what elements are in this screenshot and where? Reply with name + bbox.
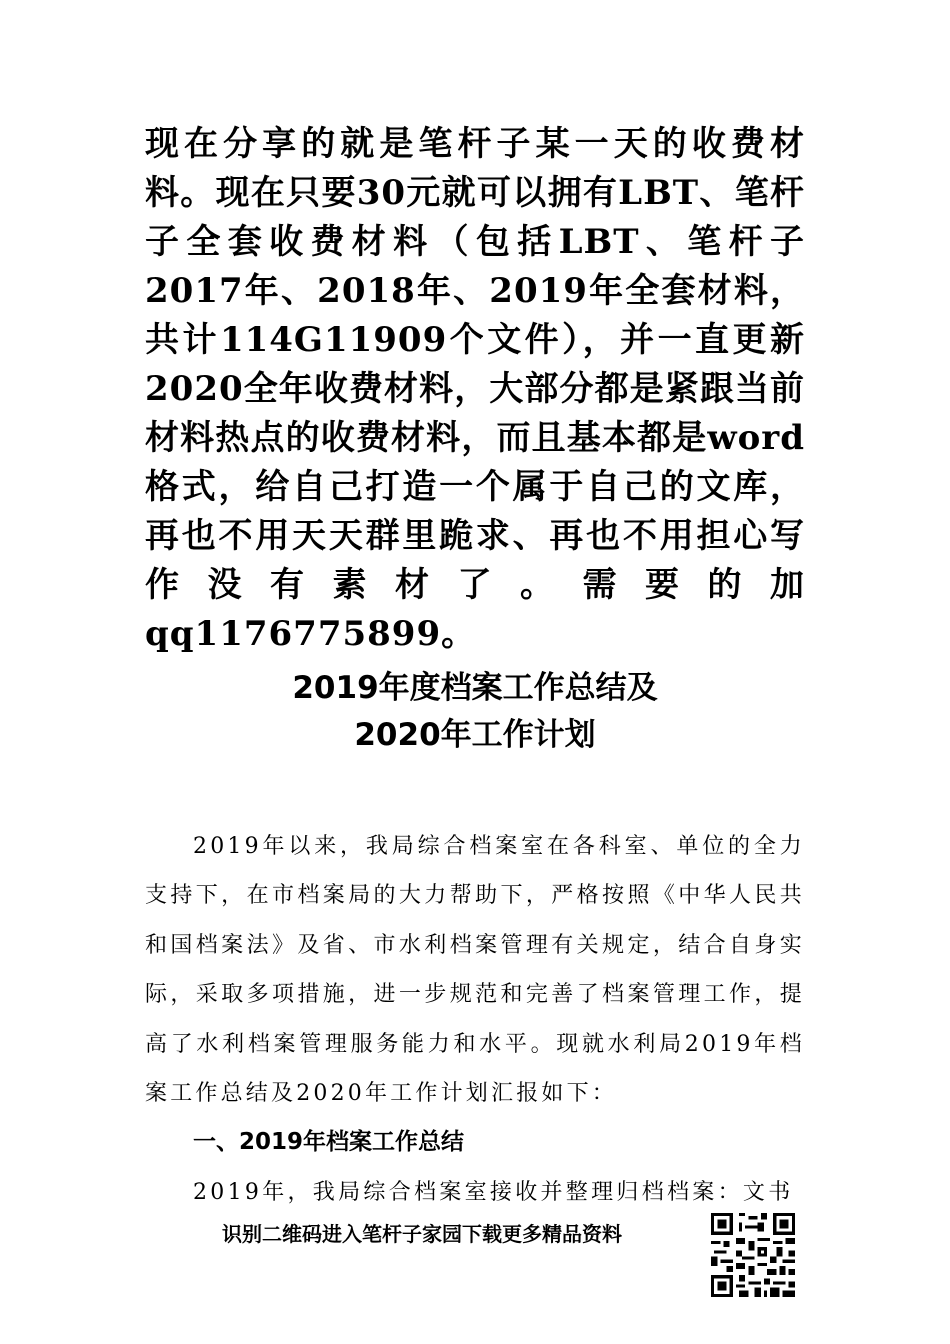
- section-heading-1: 一、2019年档案工作总结: [193, 1129, 465, 1155]
- qr-code-icon[interactable]: [708, 1210, 798, 1300]
- section1-paragraph: 2019年，我局综合档案室接收并整理归档档案：文书: [193, 1180, 794, 1205]
- footer-qr-caption: 识别二维码进入笔杆子家园下载更多精品资料: [222, 1222, 622, 1246]
- intro-paragraph: 2019年以来，我局综合档案室在各科室、单位的全力支持下，在市档案局的大力帮助下，严格按照《中华人民共和国档案法》及省、市水利档案管理有关规定，结合自身实际，采取多项措施，进一步规范和完善了档案管理工作，提高了水利档案管理服务能力和水平。现就水利局2019年档案工作总结及2020年工作计划汇报如下：: [145, 834, 805, 1107]
- title-line-1: 2019年度档案工作总结及: [292, 670, 658, 706]
- document-title: [145, 665, 805, 759]
- promo-paragraph: 现在分享的就是笔杆子某一天的收费材料。现在只要30元就可以拥有LBT、笔杆子全套收费材料（包括LBT、笔杆子2017年、2018年、2019年全套材料，共计114G11909个文件），并一直更新2020全年收费材料，大部分都是紧跟当前材料热点的收费材料，而且基本都是word格式，给自己打造一个属于自己的文库，再也不用天天群里跪求、再也不用担心写作没有素材了。需要的加qq1176775899。: [145, 124, 805, 654]
- title-line-2: 2020年工作计划: [354, 717, 596, 753]
